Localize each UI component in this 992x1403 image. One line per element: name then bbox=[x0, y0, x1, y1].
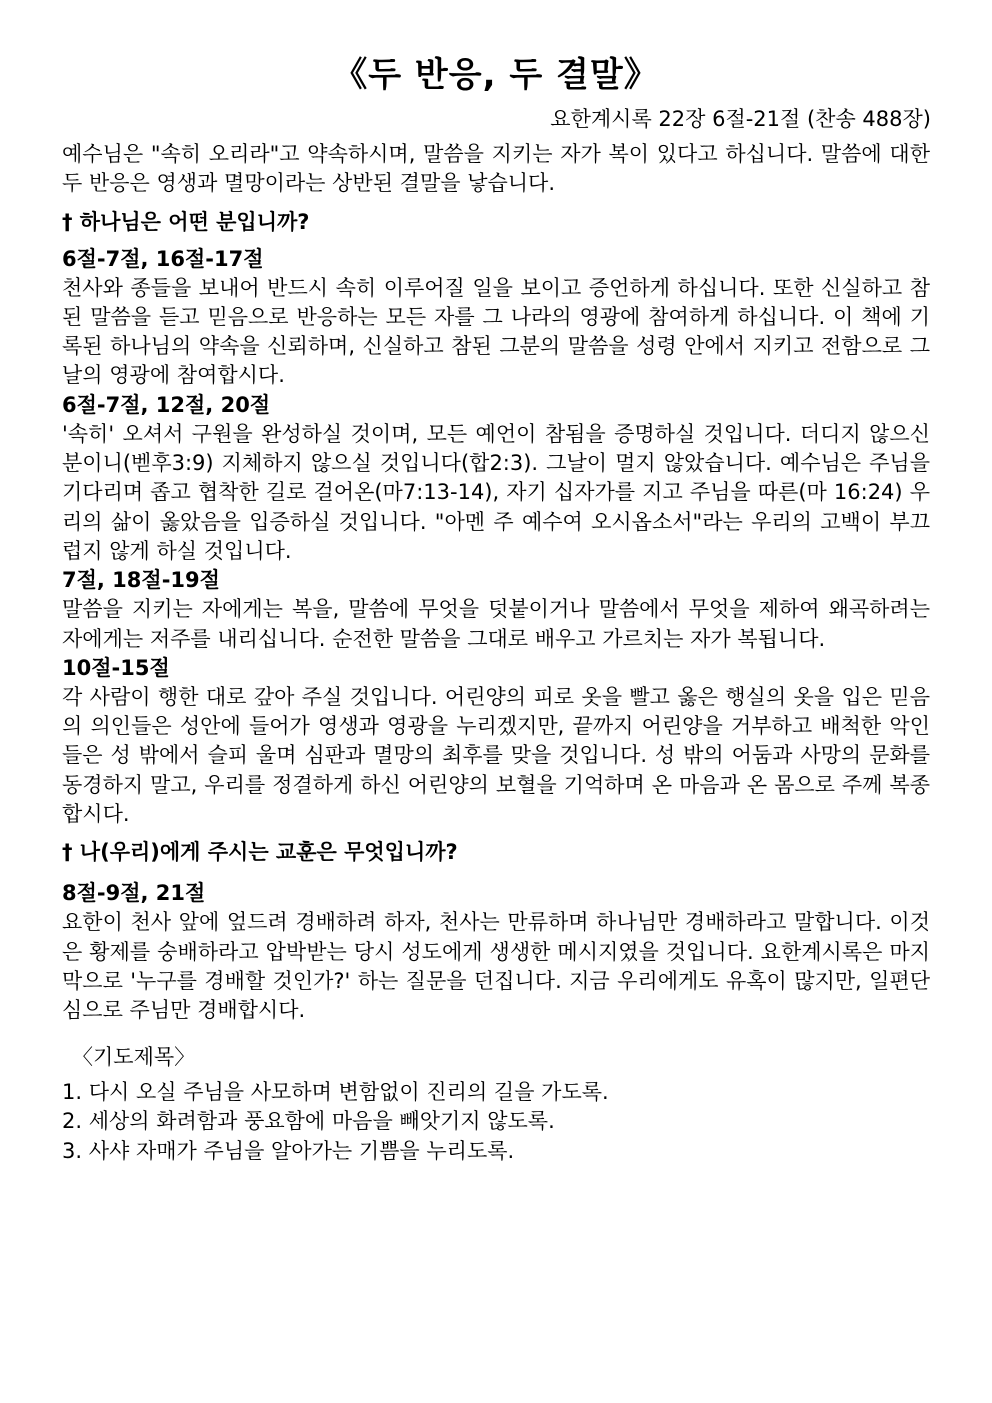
prayer-item: 2. 세상의 화려함과 풍요함에 마음을 빼앗기지 않도록. bbox=[62, 1109, 555, 1134]
section-list-2 bbox=[62, 879, 930, 1025]
question-heading-1: † 하나님은 어떤 분입니까? bbox=[62, 209, 310, 234]
section-paragraph: '속히' 오셔서 구원을 완성하실 것이며, 모든 예언이 참됨을 증명하실 것입니다. 더디지 않으신 분이니(벧후3:9) 지체하지 않으실 것입니다(합2:3). 그날이 멀지 않았습니다. 예수님은 주님을 기다리며 좁고 협착한 길로 걸어온(마7:13-14), 자기 십자가를 지고 주님을 따른(마 16:24) 우리의 삶이 옳았음을 입증하실 것입니다. "아멘 주 예수여 오시옵소서"라는 우리의 고백이 부끄럽지 않게 하실 것입니다. bbox=[62, 421, 930, 563]
prayer-title: 〈기도제목〉 bbox=[72, 1044, 196, 1069]
verse-heading: 8절-9절, 21절 bbox=[62, 881, 206, 906]
section-paragraph: 요한이 천사 앞에 엎드려 경배하려 하자, 천사는 만류하며 하나님만 경배하라고 말합니다. 이것은 황제를 숭배하라고 압박받는 당시 성도에게 생생한 메시지였을 것입니다. 요한계시록은 마지막으로 '누구를 경배할 것인가?' 하는 질문을 던집니다. 지금 우리에게도 유혹이 많지만, 일편단심으로 주님만 경배합시다. bbox=[62, 910, 930, 1023]
page-title: 《두 반응, 두 결말》 bbox=[333, 55, 659, 95]
section-paragraph: 천사와 종들을 보내어 반드시 속히 이루어질 일을 보이고 증언하게 하십니다. 또한 신실하고 참된 말씀을 듣고 믿음으로 반응하는 모든 자를 그 나라의 영광에 참여하게 하십니다. 이 책에 기록된 하나님의 약속을 신뢰하며, 신실하고 참된 그분의 말씀을 성령 안에서 지키고 전함으로 그날의 영광에 참여합시다. bbox=[62, 275, 930, 388]
scripture-reference: 요한계시록 22장 6절-21절 (찬송 488장) bbox=[550, 107, 931, 131]
verse-heading: 10절-15절 bbox=[62, 655, 170, 680]
question-heading-2: † 나(우리)에게 주시는 교훈은 무엇입니까? bbox=[62, 840, 458, 865]
prayer-list bbox=[62, 1078, 930, 1167]
verse-heading: 6절-7절, 16절-17절 bbox=[62, 246, 264, 271]
content-body bbox=[62, 140, 930, 1166]
section-list-1 bbox=[62, 245, 930, 830]
section-paragraph: 말씀을 지키는 자에게는 복을, 말씀에 무엇을 덧붙이거나 말씀에서 무엇을 제하여 왜곡하려는 자에게는 저주를 내리십니다. 순전한 말씀을 그대로 배우고 가르치는 자가 복됩니다. bbox=[62, 597, 930, 651]
prayer-item: 3. 사샤 자매가 주님을 알아가는 기쁨을 누리도록. bbox=[62, 1138, 515, 1163]
section-paragraph: 각 사람이 행한 대로 갚아 주실 것입니다. 어린양의 피로 옷을 빨고 옳은 행실의 옷을 입은 믿음의 의인들은 성안에 들어가 영생과 영광을 누리겠지만, 끝까지 어린양을 거부하고 배척한 악인들은 성 밖에서 슬피 울며 심판과 멸망의 최후를 맞을 것입니다. 성 밖의 어둠과 사망의 문화를 동경하지 말고, 우리를 정결하게 하신 어린양의 보혈을 기억하며 온 마음과 온 몸으로 주께 복종합시다. bbox=[62, 684, 930, 827]
intro-paragraph: 예수님은 "속히 오리라"고 약속하시며, 말씀을 지키는 자가 복이 있다고 하십니다. 말씀에 대한 두 반응은 영생과 멸망이라는 상반된 결말을 낳습니다. bbox=[62, 142, 930, 196]
verse-heading: 6절-7절, 12절, 20절 bbox=[62, 392, 271, 417]
prayer-item: 1. 다시 오실 주님을 사모하며 변함없이 진리의 길을 가도록. bbox=[62, 1079, 609, 1104]
verse-heading: 7절, 18절-19절 bbox=[62, 568, 220, 593]
